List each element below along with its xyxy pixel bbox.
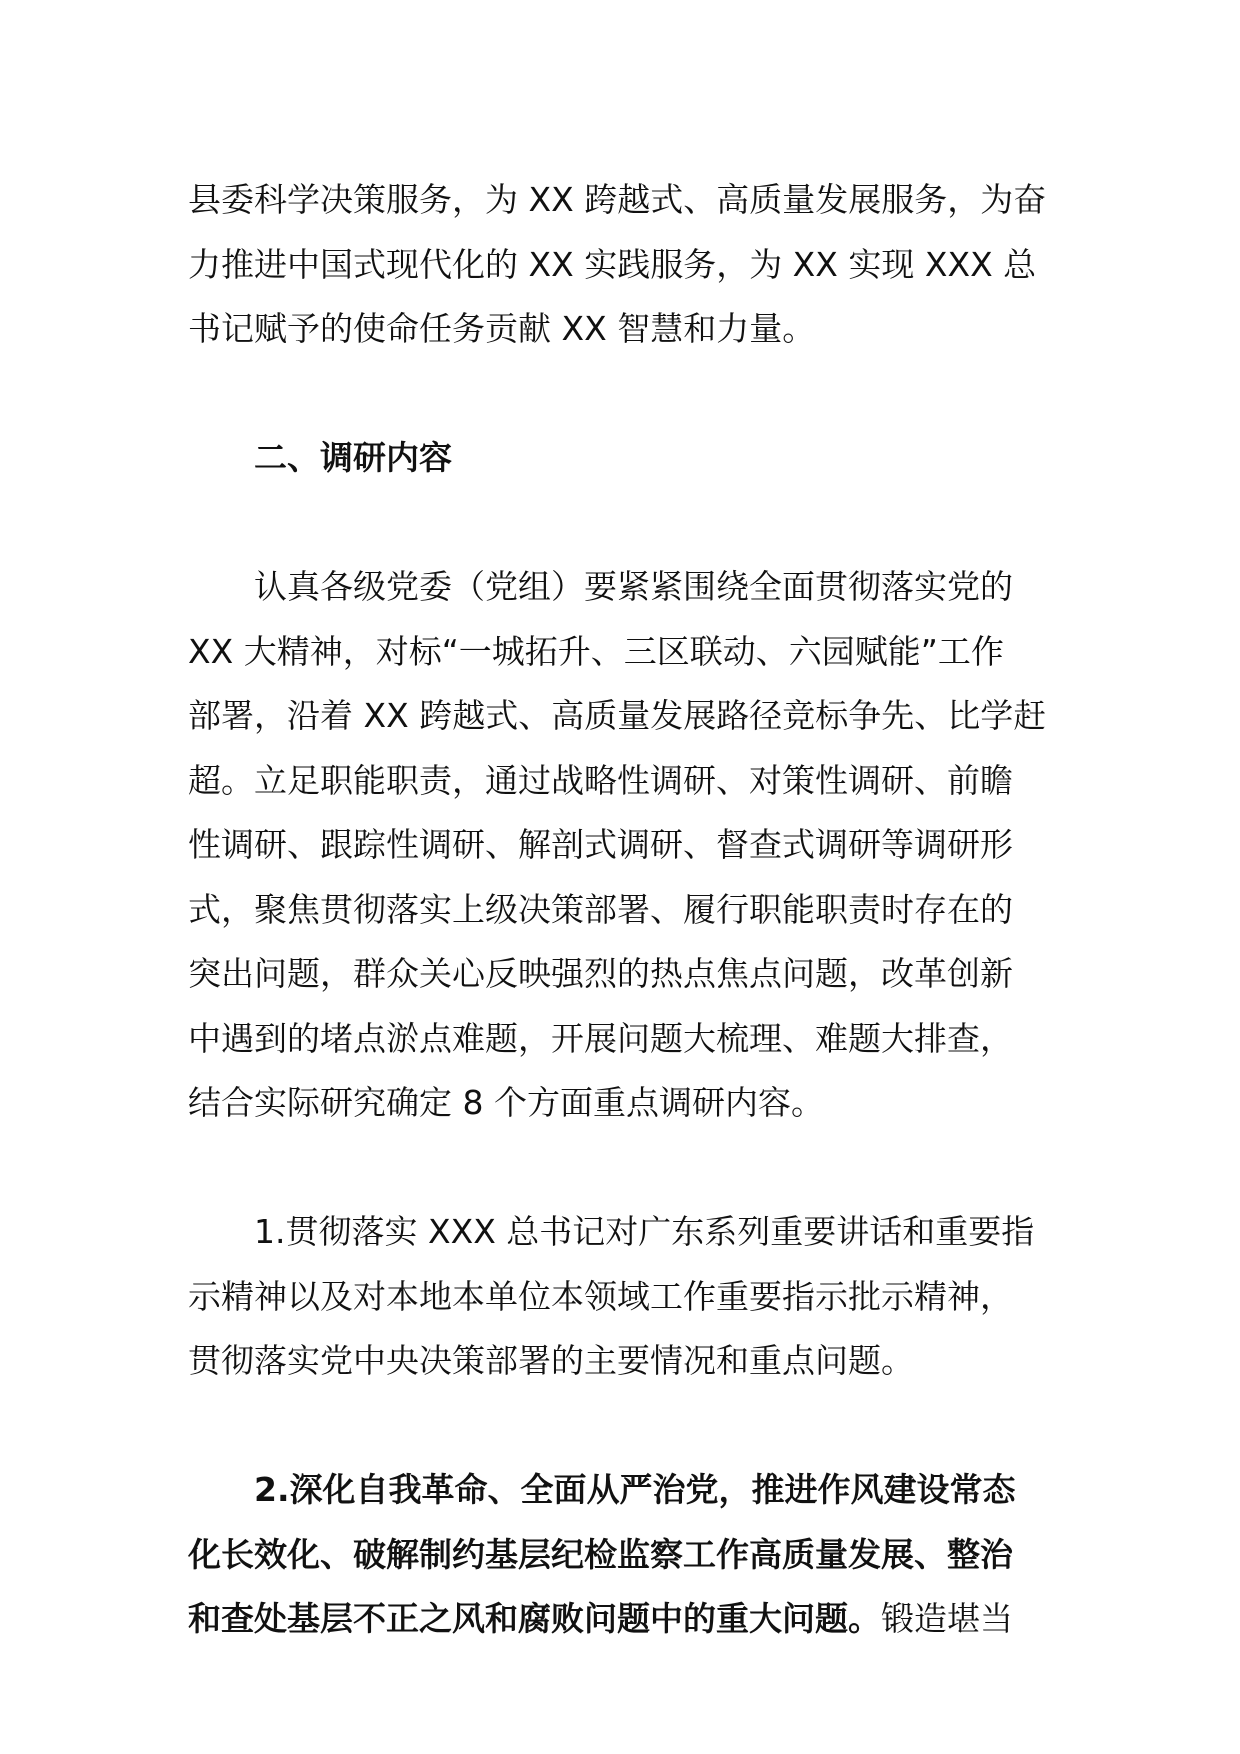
text-line: 突出问题，群众关心反映强烈的热点焦点问题，改革创新 bbox=[188, 954, 1013, 993]
text-line bbox=[188, 1587, 1058, 1652]
text-line: 2.深化自我革命、全面从严治党，推进作风建设常态 bbox=[254, 1470, 1016, 1509]
text-line: 认真各级党委（党组）要紧紧围绕全面贯彻落实党的 bbox=[254, 567, 1013, 606]
text-line: 超。立足职能职责，通过战略性调研、对策性调研、前瞻 bbox=[188, 760, 1013, 800]
text-line: XX 大精神，对标“一城拓升、三区联动、六园赋能”工作 bbox=[188, 631, 1004, 671]
section-heading: 二、调研内容 bbox=[254, 438, 452, 477]
text-line: 性调研、跟踪性调研、解剖式调研、督查式调研等调研形 bbox=[188, 825, 1013, 864]
text-line: 贯彻落实党中央决策部署的主要情况和重点问题。 bbox=[188, 1341, 914, 1380]
text-line: 示精神以及对本地本单位本领域工作重要指示批示精神， bbox=[188, 1276, 1013, 1316]
paragraph-gap bbox=[188, 1136, 1058, 1201]
intro-paragraph bbox=[188, 168, 1058, 362]
bold-text: 和查处基层不正之风和腐败问题中的重大问题。 bbox=[188, 1599, 881, 1638]
text-line: 力推进中国式现代化的 XX 实践服务，为 XX 实现 XXX 总 bbox=[188, 244, 1037, 284]
document-page bbox=[188, 168, 1058, 1652]
text-line: 中遇到的堵点淤点难题，开展问题大梳理、难题大排查， bbox=[188, 1018, 1013, 1058]
normal-text: 锻造堪当 bbox=[881, 1599, 1013, 1638]
paragraph-gap bbox=[188, 1394, 1058, 1459]
list-item-2 bbox=[188, 1458, 1058, 1652]
paragraph-gap bbox=[188, 491, 1058, 556]
text-line: 式，聚焦贯彻落实上级决策部署、履行职能职责时存在的 bbox=[188, 889, 1013, 929]
list-item-1 bbox=[188, 1200, 1058, 1394]
main-paragraph bbox=[188, 555, 1058, 1136]
text-line: 部署，沿着 XX 跨越式、高质量发展路径竞标争先、比学赶 bbox=[188, 696, 1047, 735]
text-line: 化长效化、破解制约基层纪检监察工作高质量发展、整治 bbox=[188, 1534, 1013, 1574]
text-line: 1.贯彻落实 XXX 总书记对广东系列重要讲话和重要指 bbox=[254, 1212, 1035, 1251]
paragraph-gap bbox=[188, 362, 1058, 427]
text-line: 县委科学决策服务，为 XX 跨越式、高质量发展服务，为奋 bbox=[188, 180, 1047, 219]
text-line: 书记赋予的使命任务贡献 XX 智慧和力量。 bbox=[188, 309, 816, 348]
text-line: 结合实际研究确定 8 个方面重点调研内容。 bbox=[188, 1083, 824, 1122]
